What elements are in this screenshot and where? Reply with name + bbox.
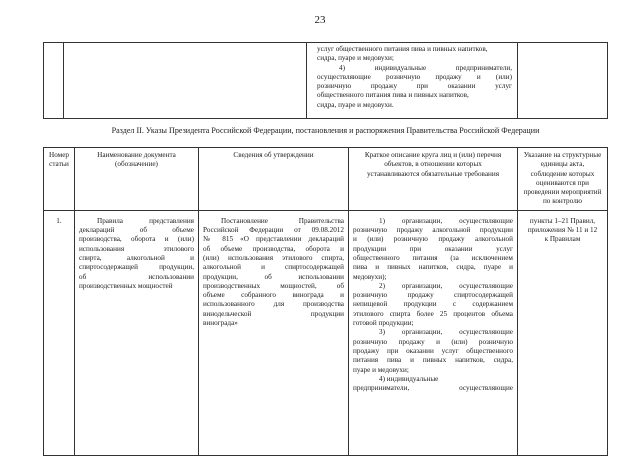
approval-line: Российской Федерации от 09.08.2012 bbox=[203, 226, 344, 235]
description-line: пуаре и медовухи; bbox=[353, 365, 409, 374]
description-line: 3) организации, осуществляющие bbox=[379, 328, 513, 337]
cont-line: 4) индивидуальные предприниматели, bbox=[339, 63, 512, 72]
header-name: Наименование документа bbox=[97, 151, 176, 159]
approval-line: алкогольной и спиртосодержащей bbox=[203, 263, 344, 272]
description-line: этилового спирта более 25 процентов объема bbox=[353, 309, 513, 318]
row-number: 1. bbox=[56, 216, 62, 225]
description-line: 2) организации, осуществляющие bbox=[379, 281, 513, 290]
cont-line: общественного питания пива и пивных напитков, bbox=[317, 91, 469, 100]
description-line: питания пива и пивных напитков, сидра, bbox=[353, 356, 513, 365]
header-description: устанавливаются обязательные требования bbox=[366, 169, 500, 178]
header-structural: Указание на структурные bbox=[523, 151, 602, 159]
header-approval: Сведения об утверждении bbox=[233, 151, 314, 159]
cont-cell-4 bbox=[518, 43, 608, 119]
page-number: 23 bbox=[314, 14, 326, 26]
cont-line: розничную продажу при оказании услуг bbox=[317, 82, 512, 91]
continuation-table bbox=[43, 42, 608, 119]
description-line: 1) организации, осуществляющие bbox=[379, 216, 513, 225]
header-num: статьи bbox=[49, 160, 69, 169]
cont-line: сидра, пуаре и медовухи; bbox=[317, 54, 394, 63]
approval-line: производственных мощностей, об bbox=[203, 281, 344, 290]
description-line: непищевой продукции с содержанием bbox=[353, 300, 513, 309]
approval-line: об объеме производства, оборота и bbox=[203, 244, 344, 253]
name-line: спиртосодержащей продукции, bbox=[79, 263, 194, 272]
header-structural: по контролю bbox=[542, 197, 583, 206]
approval-line: № 815 «О представлении деклараций bbox=[203, 235, 344, 244]
cont-cell-3 bbox=[307, 43, 518, 119]
description-line: предприниматели, осуществляющие bbox=[353, 384, 513, 393]
description-line: общественного питания (за исключением bbox=[353, 253, 513, 262]
name-line: об использовании bbox=[79, 272, 194, 281]
header-name: (обозначение) bbox=[115, 160, 158, 169]
header-structural: оцениваются при bbox=[536, 178, 589, 187]
name-line: использования этилового bbox=[79, 244, 194, 253]
structural-line: к Правилам bbox=[544, 235, 581, 244]
approval-line: продукции, об использовании bbox=[203, 272, 344, 281]
approval-line: объеме собранного винограда и bbox=[203, 291, 344, 300]
cont-cell-2 bbox=[64, 43, 307, 119]
approval-line: Постановление Правительства bbox=[221, 216, 344, 225]
cont-cell-1 bbox=[44, 43, 64, 119]
approval-line: винодельческой продукции bbox=[203, 309, 344, 318]
name-line: производства, оборота и (или) bbox=[79, 235, 194, 244]
name-line: производственных мощностей bbox=[79, 281, 173, 290]
cont-line: сидра, пуаре и медовухи. bbox=[317, 100, 394, 109]
table-row bbox=[44, 210, 608, 455]
description-line: продажу при оказании услуг общественного bbox=[353, 346, 513, 355]
description-line: 4) индивидуальные bbox=[379, 374, 439, 383]
approval-line: винограда» bbox=[203, 319, 238, 328]
section-title: Раздел II. Указы Президента Российской Федерации, постановления и распоряжения Правительства Российской Федерации bbox=[111, 126, 540, 135]
cont-line: услуг общественного питания пива и пивных напитков, bbox=[317, 45, 488, 53]
description-line: розничную продажу алкогольной продукции bbox=[353, 226, 513, 235]
cont-line: осуществляющие розничную продажу и (или) bbox=[317, 72, 512, 81]
header-structural: единицы акта, bbox=[540, 160, 585, 169]
header-row bbox=[44, 148, 608, 211]
description-line: пива и пивных напитков, сидра, пуаре и bbox=[353, 263, 513, 272]
row-structural bbox=[518, 211, 607, 248]
name-line: спирта, алкогольной и bbox=[79, 253, 194, 262]
header-description: Краткое описание круга лиц и (или) перечня bbox=[364, 151, 502, 159]
header-structural: проведении мероприятий bbox=[523, 188, 602, 197]
name-line: Правила представления bbox=[97, 216, 194, 225]
row-name bbox=[75, 211, 198, 294]
name-line: деклараций об объеме bbox=[79, 226, 194, 235]
description-line: медовухи); bbox=[353, 272, 387, 281]
description-line: розничную продажу и (или) розничную bbox=[353, 337, 513, 346]
regulations-table bbox=[43, 147, 608, 456]
row-description bbox=[349, 211, 517, 397]
approval-line: использованного для производства bbox=[203, 300, 344, 309]
structural-line: пункты 1–21 Правил, bbox=[529, 216, 596, 225]
row-approval bbox=[199, 211, 348, 332]
description-line: продукции при оказании услуг bbox=[353, 244, 513, 253]
structural-line: приложения № 11 и 12 bbox=[527, 226, 598, 235]
approval-line: (или) использования этилового спирта, bbox=[203, 253, 344, 262]
header-structural: соблюдение которых bbox=[530, 169, 595, 178]
header-description: объектов, в отношении которых bbox=[384, 160, 482, 169]
description-line: розничную продажу спиртосодержащей bbox=[353, 291, 513, 300]
description-line: и (или) розничную продажу алкогольной bbox=[353, 235, 513, 244]
header-num: Номер bbox=[49, 151, 69, 159]
description-line: готовой продукции; bbox=[353, 319, 414, 328]
